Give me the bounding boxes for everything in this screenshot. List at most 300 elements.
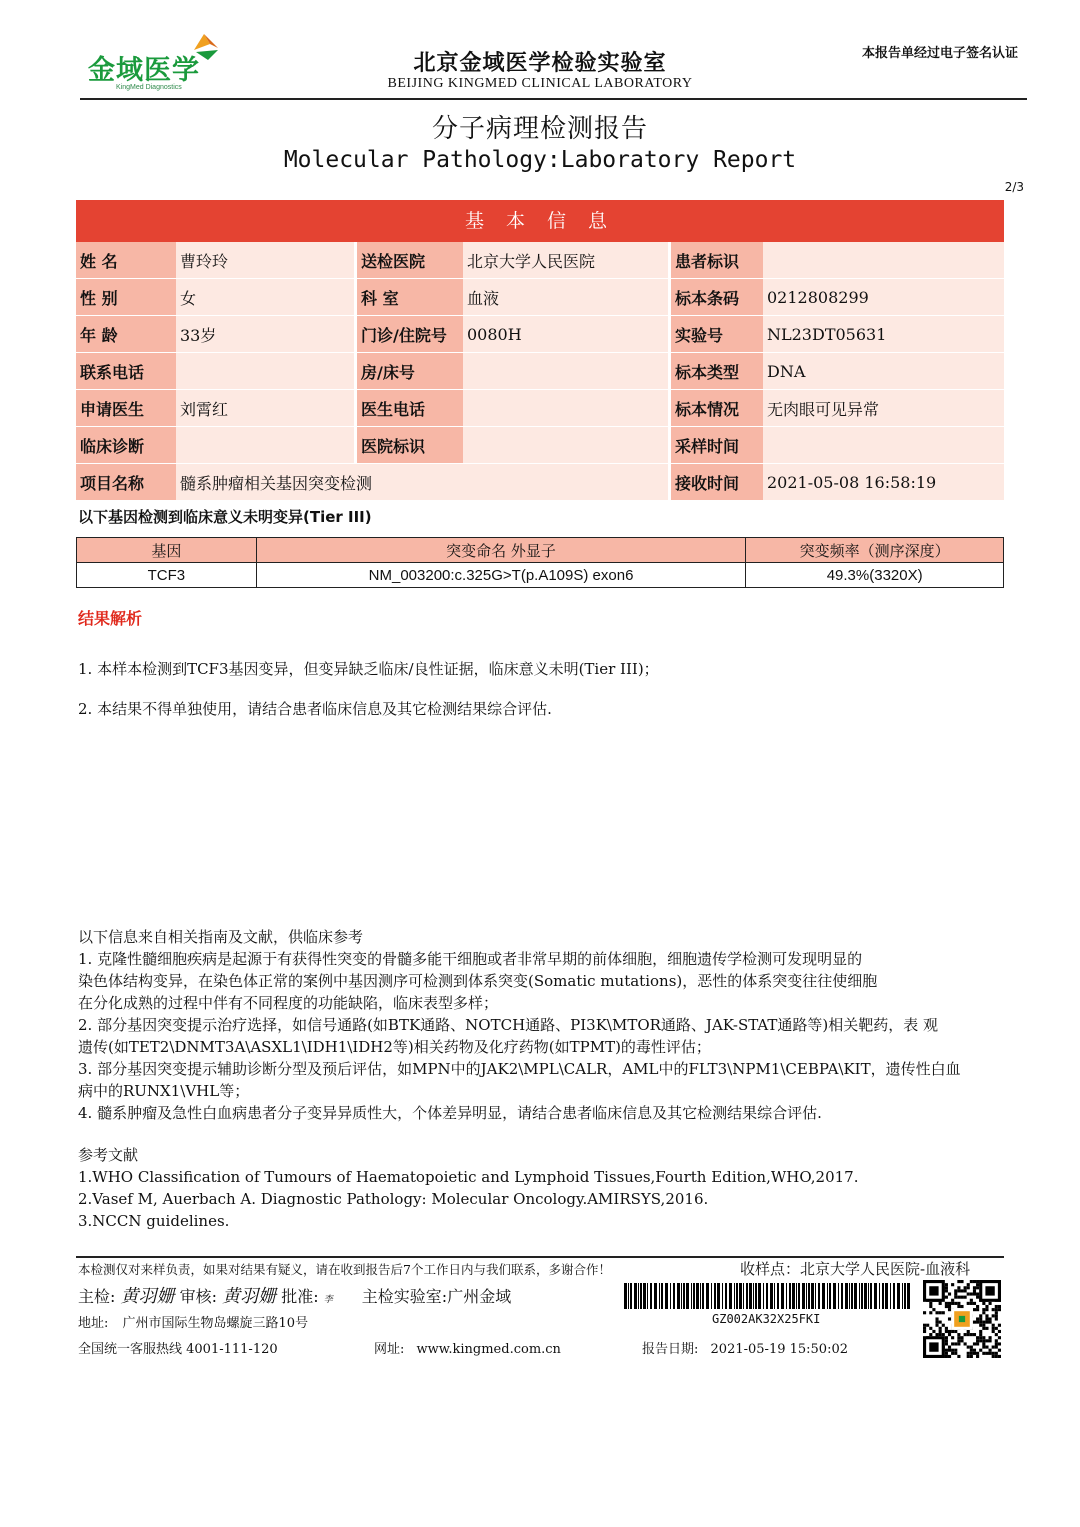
project-label: 项目名称 <box>76 464 176 501</box>
info-label: 标本情况 <box>671 390 763 427</box>
guideline-line: 2. 部分基因突变提示治疗选择，如信号通路(如BTK通路、NOTCH通路、PI3K\MTOR通路、JAK-STAT通路等)相关靶药，表 观 <box>78 1016 939 1034</box>
barcode-bar <box>811 1283 814 1309</box>
qrcode-module <box>954 1349 957 1352</box>
qrcode-module <box>935 1317 938 1320</box>
variant-header-row <box>77 538 1004 563</box>
qrcode-module <box>998 1342 1001 1345</box>
variant-gene: TCF3 <box>77 563 257 588</box>
qrcode-module <box>970 1333 973 1336</box>
qrcode-module <box>929 1311 932 1314</box>
info-row <box>76 427 1004 464</box>
qrcode-module <box>948 1355 951 1358</box>
qrcode-module <box>948 1305 951 1308</box>
barcode-bar <box>789 1283 791 1309</box>
qrcode-module <box>995 1317 998 1320</box>
qrcode-module <box>992 1324 995 1327</box>
qrcode-module <box>954 1352 957 1355</box>
qrcode-module <box>964 1289 967 1292</box>
barcode-bar <box>640 1283 642 1309</box>
barcode-bar <box>722 1283 723 1309</box>
qrcode-module <box>967 1302 970 1305</box>
qrcode-module <box>973 1321 976 1324</box>
qrcode-module <box>976 1352 979 1355</box>
references-title: 参考文献 <box>78 1146 139 1164</box>
barcode-bar <box>827 1283 828 1309</box>
info-value <box>463 390 668 427</box>
guideline-line: 在分化成熟的过程中伴有不同程度的功能缺陷，临床表型多样； <box>78 994 499 1012</box>
qrcode-module <box>929 1305 932 1308</box>
qrcode-module <box>929 1342 938 1351</box>
qrcode-module <box>970 1299 973 1302</box>
barcode-bar <box>859 1283 860 1309</box>
qrcode-module <box>957 1289 960 1292</box>
qrcode-module <box>982 1311 985 1314</box>
barcode-bar <box>654 1283 657 1309</box>
qrcode-module <box>951 1349 954 1352</box>
address-value: 广州市国际生物岛螺旋三路10号 <box>122 1316 309 1331</box>
reviewer-signature: 黄羽姗 <box>222 1286 277 1307</box>
website-value: www.kingmed.com.cn <box>416 1342 561 1357</box>
info-row <box>76 390 1004 427</box>
barcode-bar <box>746 1283 748 1309</box>
barcode-bar <box>665 1283 668 1309</box>
info-label: 送检医院 <box>357 242 463 279</box>
qrcode-module <box>945 1286 948 1289</box>
qrcode-module <box>967 1346 970 1349</box>
qrcode-module <box>926 1324 929 1327</box>
qrcode-module <box>957 1355 960 1358</box>
info-label: 医院标识 <box>357 427 463 464</box>
qrcode-module <box>970 1349 973 1352</box>
qrcode-module <box>985 1317 988 1320</box>
qrcode-module <box>945 1327 948 1330</box>
qrcode-module <box>957 1296 960 1299</box>
barcode-bar <box>777 1283 779 1309</box>
qrcode-module <box>960 1289 963 1292</box>
info-value: 女 <box>176 279 354 316</box>
qrcode-module <box>982 1336 985 1339</box>
qrcode-module <box>945 1352 948 1355</box>
qrcode-module <box>995 1333 998 1336</box>
qrcode-module <box>995 1342 998 1345</box>
qrcode-module <box>989 1352 992 1355</box>
qrcode-module <box>976 1355 979 1358</box>
qrcode-module <box>954 1342 957 1345</box>
qrcode-module <box>929 1333 932 1336</box>
qrcode-module <box>964 1286 967 1289</box>
qrcode-module <box>979 1317 982 1320</box>
qrcode-module <box>948 1349 951 1352</box>
logo-text-en: KingMed Diagnostics <box>116 84 182 91</box>
logo-text-cn: 金域医学 <box>88 55 200 86</box>
info-label: 年 龄 <box>76 316 176 353</box>
barcode-bar <box>683 1283 685 1309</box>
barcode-bar <box>818 1283 820 1309</box>
barcode-bar <box>677 1283 680 1309</box>
report-date-value: 2021-05-19 15:50:02 <box>710 1342 849 1357</box>
qrcode-module <box>964 1342 967 1345</box>
variant-table <box>76 537 1004 588</box>
qrcode-module <box>992 1355 995 1358</box>
guideline-line: 4. 髓系肿瘤及急性白血病患者分子变异异质性大，个体差异明显，请结合患者临床信息及其它检测结果综合评估. <box>78 1104 822 1122</box>
info-row <box>76 316 1004 353</box>
collection-value: 北京大学人民医院-血液科 <box>800 1260 971 1278</box>
barcode-bar <box>691 1283 692 1309</box>
info-value: 曹玲玲 <box>176 242 354 279</box>
guidelines-intro: 以下信息来自相关指南及文献，供临床参考 <box>78 928 364 946</box>
barcode-bar <box>661 1283 663 1309</box>
qrcode-module <box>992 1327 995 1330</box>
qrcode-module <box>985 1321 988 1324</box>
barcode-bar <box>650 1283 652 1309</box>
qrcode-module <box>945 1342 948 1345</box>
barcode-bar <box>736 1283 738 1309</box>
barcode-bar <box>781 1283 784 1309</box>
qrcode-module <box>945 1302 948 1305</box>
qrcode-module <box>967 1333 970 1336</box>
qrcode-module <box>948 1346 951 1349</box>
info-label: 房/床号 <box>357 353 463 390</box>
esign-note: 本报告单经过电子签名认证 <box>861 46 1018 61</box>
qrcode-module <box>998 1330 1001 1333</box>
qrcode-module <box>989 1349 992 1352</box>
info-label: 临床诊断 <box>76 427 176 464</box>
kingmed-logo <box>86 30 226 96</box>
hotline: 全国统一客服热线 4001-111-120 <box>78 1342 278 1357</box>
qrcode-module <box>957 1336 960 1339</box>
info-label: 联系电话 <box>76 353 176 390</box>
barcode-bar <box>686 1283 689 1309</box>
barcode-bar <box>874 1283 877 1309</box>
qrcode-module <box>923 1330 926 1333</box>
qrcode-module <box>982 1352 985 1355</box>
barcode-bar <box>693 1283 695 1309</box>
qrcode-module <box>945 1283 948 1286</box>
qrcode-module <box>957 1342 960 1345</box>
info-row <box>76 353 1004 390</box>
qrcode-module <box>935 1324 938 1327</box>
qrcode-module <box>976 1342 979 1345</box>
qrcode-module <box>948 1308 951 1311</box>
barcode-bar <box>739 1283 742 1309</box>
barcode-bar <box>702 1283 704 1309</box>
qrcode-module <box>954 1289 957 1292</box>
barcode-bar <box>749 1283 752 1309</box>
guidelines-block <box>78 926 998 1124</box>
info-value: 无肉眼可见异常 <box>763 390 1004 427</box>
qrcode-module <box>948 1302 951 1305</box>
qrcode-module <box>970 1302 973 1305</box>
barcode-bar <box>808 1283 810 1309</box>
guideline-line: 染色体结构变异，在染色体正常的案例中基因测序可检测到体系突变(Somatic mutations)，恶性的体系突变往往使细胞 <box>78 972 878 990</box>
basic-info-table <box>76 242 1004 501</box>
qrcode-module <box>989 1336 992 1339</box>
qrcode-module <box>973 1292 976 1295</box>
info-label: 姓 名 <box>76 242 176 279</box>
qrcode-module <box>995 1339 998 1342</box>
basic-info-title: 基 本 信 息 <box>76 200 1004 242</box>
info-label: 申请医生 <box>76 390 176 427</box>
tester-label: 主检: <box>78 1287 116 1306</box>
qrcode-module <box>923 1324 926 1327</box>
info-value <box>176 427 354 464</box>
barcode-bar <box>849 1283 850 1309</box>
qrcode-module <box>970 1355 973 1358</box>
qrcode-module <box>982 1342 985 1345</box>
barcode-bar <box>711 1283 712 1309</box>
barcode-bar <box>717 1283 720 1309</box>
qrcode-module <box>951 1283 954 1286</box>
qrcode-module <box>945 1355 948 1358</box>
qrcode-module <box>982 1324 985 1327</box>
qrcode-module <box>964 1296 967 1299</box>
qrcode-module <box>982 1321 985 1324</box>
qrcode-module <box>992 1352 995 1355</box>
qrcode-module <box>957 1286 960 1289</box>
lab-title-cn: 北京金域医学检验实验室 <box>413 51 667 76</box>
barcode-bar <box>802 1283 805 1309</box>
qrcode-module <box>979 1324 982 1327</box>
header-divider <box>80 98 1027 100</box>
barcode-bar <box>770 1283 773 1309</box>
qrcode-module <box>985 1327 988 1330</box>
qrcode-module <box>970 1280 973 1283</box>
info-label: 患者标识 <box>671 242 763 279</box>
qrcode-module <box>970 1346 973 1349</box>
qrcode-module <box>932 1330 935 1333</box>
barcode-bar <box>890 1283 891 1309</box>
report-title-en: Molecular Pathology:Laboratory Report <box>283 147 797 173</box>
qrcode-module <box>982 1327 985 1330</box>
qrcode-module <box>973 1302 976 1305</box>
qrcode-module <box>939 1321 942 1324</box>
qrcode-module <box>945 1339 948 1342</box>
qrcode-module <box>939 1311 942 1314</box>
qrcode-module <box>951 1352 954 1355</box>
qrcode-module <box>948 1330 951 1333</box>
logo-mark-icon <box>188 30 224 66</box>
info-value <box>763 427 1004 464</box>
barcode-bar <box>706 1283 709 1309</box>
qrcode-module <box>945 1330 948 1333</box>
qrcode-module <box>967 1355 970 1358</box>
barcode-bar <box>681 1283 682 1309</box>
qrcode-module <box>976 1339 979 1342</box>
barcode-bar <box>806 1283 807 1309</box>
barcode-bar <box>868 1283 869 1309</box>
barcode-bar <box>755 1283 757 1309</box>
qrcode-module <box>995 1308 998 1311</box>
info-label: 科 室 <box>357 279 463 316</box>
guideline-line: 3. 部分基因突变提示辅助诊断分型及预后评估，如MPN中的JAK2\MPL\CALR，AML中的FLT3\NPM1\CEBPA\KIT，遗传性白血 <box>78 1060 961 1078</box>
info-row <box>76 242 1004 279</box>
info-label: 实验号 <box>671 316 763 353</box>
qrcode-module <box>935 1321 938 1324</box>
variant-header-mutation: 突变命名 外显子 <box>256 538 746 563</box>
qrcode-module <box>979 1336 982 1339</box>
receive-time-value: 2021-05-08 16:58:19 <box>763 464 1004 501</box>
qrcode-module <box>932 1308 935 1311</box>
barcode-bar <box>796 1283 797 1309</box>
qrcode-module <box>989 1302 992 1305</box>
qrcode-module <box>985 1346 988 1349</box>
report-date-label: 报告日期: <box>642 1342 699 1357</box>
barcode-bar <box>763 1283 764 1309</box>
qrcode-module <box>964 1333 967 1336</box>
barcode-bar <box>714 1283 716 1309</box>
barcode-bar <box>829 1283 831 1309</box>
qrcode-module <box>992 1314 995 1317</box>
approver-signature: 李 <box>323 1295 333 1305</box>
signature-row <box>78 1282 511 1308</box>
info-value: 刘霄红 <box>176 390 354 427</box>
qrcode-module <box>929 1286 938 1295</box>
qrcode-module <box>929 1302 932 1305</box>
qrcode-module <box>960 1336 963 1339</box>
info-value <box>463 427 668 464</box>
result-line-2: 2. 本结果不得单独使用，请结合患者临床信息及其它检测结果综合评估. <box>78 700 552 718</box>
variant-row <box>77 563 1004 588</box>
reviewer-label: 审核: <box>179 1287 217 1306</box>
qrcode-module <box>989 1321 992 1324</box>
qrcode-module <box>970 1352 973 1355</box>
qrcode-module <box>945 1349 948 1352</box>
qrcode-module <box>948 1317 951 1320</box>
barcode-bar <box>882 1283 884 1309</box>
report-date <box>642 1338 848 1357</box>
qrcode-module <box>979 1349 982 1352</box>
barcode-bar <box>815 1283 816 1309</box>
address <box>78 1312 308 1331</box>
qrcode-module <box>985 1339 988 1342</box>
info-value: 血液 <box>463 279 668 316</box>
qrcode-module <box>939 1302 942 1305</box>
page-number: 2/3 <box>1004 180 1024 194</box>
qrcode-module <box>942 1324 945 1327</box>
info-value <box>763 242 1004 279</box>
qrcode-module <box>995 1355 998 1358</box>
qrcode-module <box>998 1349 1001 1352</box>
barcode-bar <box>838 1283 839 1309</box>
qrcode-module <box>957 1302 960 1305</box>
qrcode-module <box>976 1283 979 1286</box>
qrcode-module <box>951 1302 954 1305</box>
qrcode-module <box>967 1283 970 1286</box>
qrcode-module <box>942 1311 945 1314</box>
qrcode-module <box>957 1305 960 1308</box>
info-value: 33岁 <box>176 316 354 353</box>
barcode-bar <box>624 1283 627 1309</box>
qrcode-module <box>939 1330 942 1333</box>
qrcode-module <box>959 1316 965 1322</box>
qrcode-icon <box>921 1280 1003 1358</box>
qrcode-module <box>976 1336 979 1339</box>
info-label: 医生电话 <box>357 390 463 427</box>
qrcode-module <box>960 1280 963 1283</box>
qrcode-module <box>951 1336 954 1339</box>
variant-frequency: 49.3%(3320X) <box>746 563 1004 588</box>
qrcode-module <box>967 1292 970 1295</box>
qrcode-module <box>998 1308 1001 1311</box>
barcode-bar <box>634 1283 637 1309</box>
reference-line: 2.Vasef M, Auerbach A. Diagnostic Pathology: Molecular Oncology.AMIRSYS,2016. <box>78 1190 709 1208</box>
barcode-bar <box>696 1283 699 1309</box>
qrcode-module <box>948 1292 951 1295</box>
qrcode-module <box>998 1355 1001 1358</box>
tester-signature: 黄羽姗 <box>120 1286 175 1307</box>
footer-disclaimer: 本检测仅对来样负责，如果对结果有疑义，请在收到报告后7个工作日内与我们联系，多谢合作！ <box>78 1262 611 1277</box>
barcode-bar <box>861 1283 863 1309</box>
barcode-bar <box>643 1283 646 1309</box>
barcode-text: GZ002AK32X25FKI <box>712 1312 821 1326</box>
barcode-bar <box>734 1283 735 1309</box>
barcode-bar <box>630 1283 632 1309</box>
qrcode-module <box>985 1305 988 1308</box>
qrcode-module <box>979 1339 982 1342</box>
qrcode-module <box>995 1346 998 1349</box>
qrcode-module <box>992 1308 995 1311</box>
qrcode-module <box>951 1342 954 1345</box>
qrcode-module <box>979 1314 982 1317</box>
qrcode-module <box>982 1302 985 1305</box>
qrcode-module <box>979 1330 982 1333</box>
qrcode-module <box>923 1311 926 1314</box>
barcode-bar <box>845 1283 848 1309</box>
qrcode-module <box>989 1339 992 1342</box>
barcode-bar <box>647 1283 648 1309</box>
qrcode-module <box>998 1324 1001 1327</box>
report-title-cn: 分子病理检测报告 <box>431 114 648 144</box>
variant-header-frequency: 突变频率（测序深度） <box>746 538 1004 563</box>
qrcode-module <box>945 1296 948 1299</box>
qrcode-module <box>957 1280 960 1283</box>
barcode-bar <box>670 1283 671 1309</box>
qrcode-module <box>935 1311 938 1314</box>
qrcode-module <box>939 1333 942 1336</box>
qrcode-module <box>995 1305 998 1308</box>
info-label: 采样时间 <box>671 427 763 464</box>
qrcode-module <box>973 1308 976 1311</box>
barcode-bar <box>897 1283 900 1309</box>
info-value: 0212808299 <box>763 279 1004 316</box>
lab-title-en: BEIJING KINGMED CLINICAL LABORATORY <box>387 76 693 91</box>
qrcode-module <box>973 1286 976 1289</box>
references-block <box>78 1144 998 1232</box>
variant-mutation: NM_003200:c.325G>T(p.A109S) exon6 <box>256 563 746 588</box>
qrcode-module <box>942 1333 945 1336</box>
qrcode-module <box>967 1286 970 1289</box>
qrcode-module <box>973 1352 976 1355</box>
receive-time-label: 接收时间 <box>671 464 763 501</box>
qrcode-module <box>995 1311 998 1314</box>
barcode-bar <box>833 1283 836 1309</box>
qrcode-module <box>951 1330 954 1333</box>
qrcode-module <box>976 1280 979 1283</box>
info-value <box>463 353 668 390</box>
qrcode-module <box>985 1286 994 1295</box>
qrcode-module <box>976 1317 979 1320</box>
qrcode-module <box>982 1308 985 1311</box>
barcode-bar <box>885 1283 888 1309</box>
guideline-line: 遗传(如TET2\DNMT3A\ASXL1\IDH1\IDH2等)相关药物及化疗药物(如TPMT)的毒性评估； <box>78 1038 711 1056</box>
qrcode-module <box>954 1296 957 1299</box>
qrcode-module <box>998 1305 1001 1308</box>
qrcode-module <box>976 1296 979 1299</box>
result-line-1: 1. 本样本检测到TCF3基因变异，但变异缺乏临床/良性证据，临床意义未明(Tier III)； <box>78 660 659 678</box>
barcode-icon <box>624 1283 912 1309</box>
qrcode-module <box>935 1333 938 1336</box>
qrcode-module <box>979 1321 982 1324</box>
